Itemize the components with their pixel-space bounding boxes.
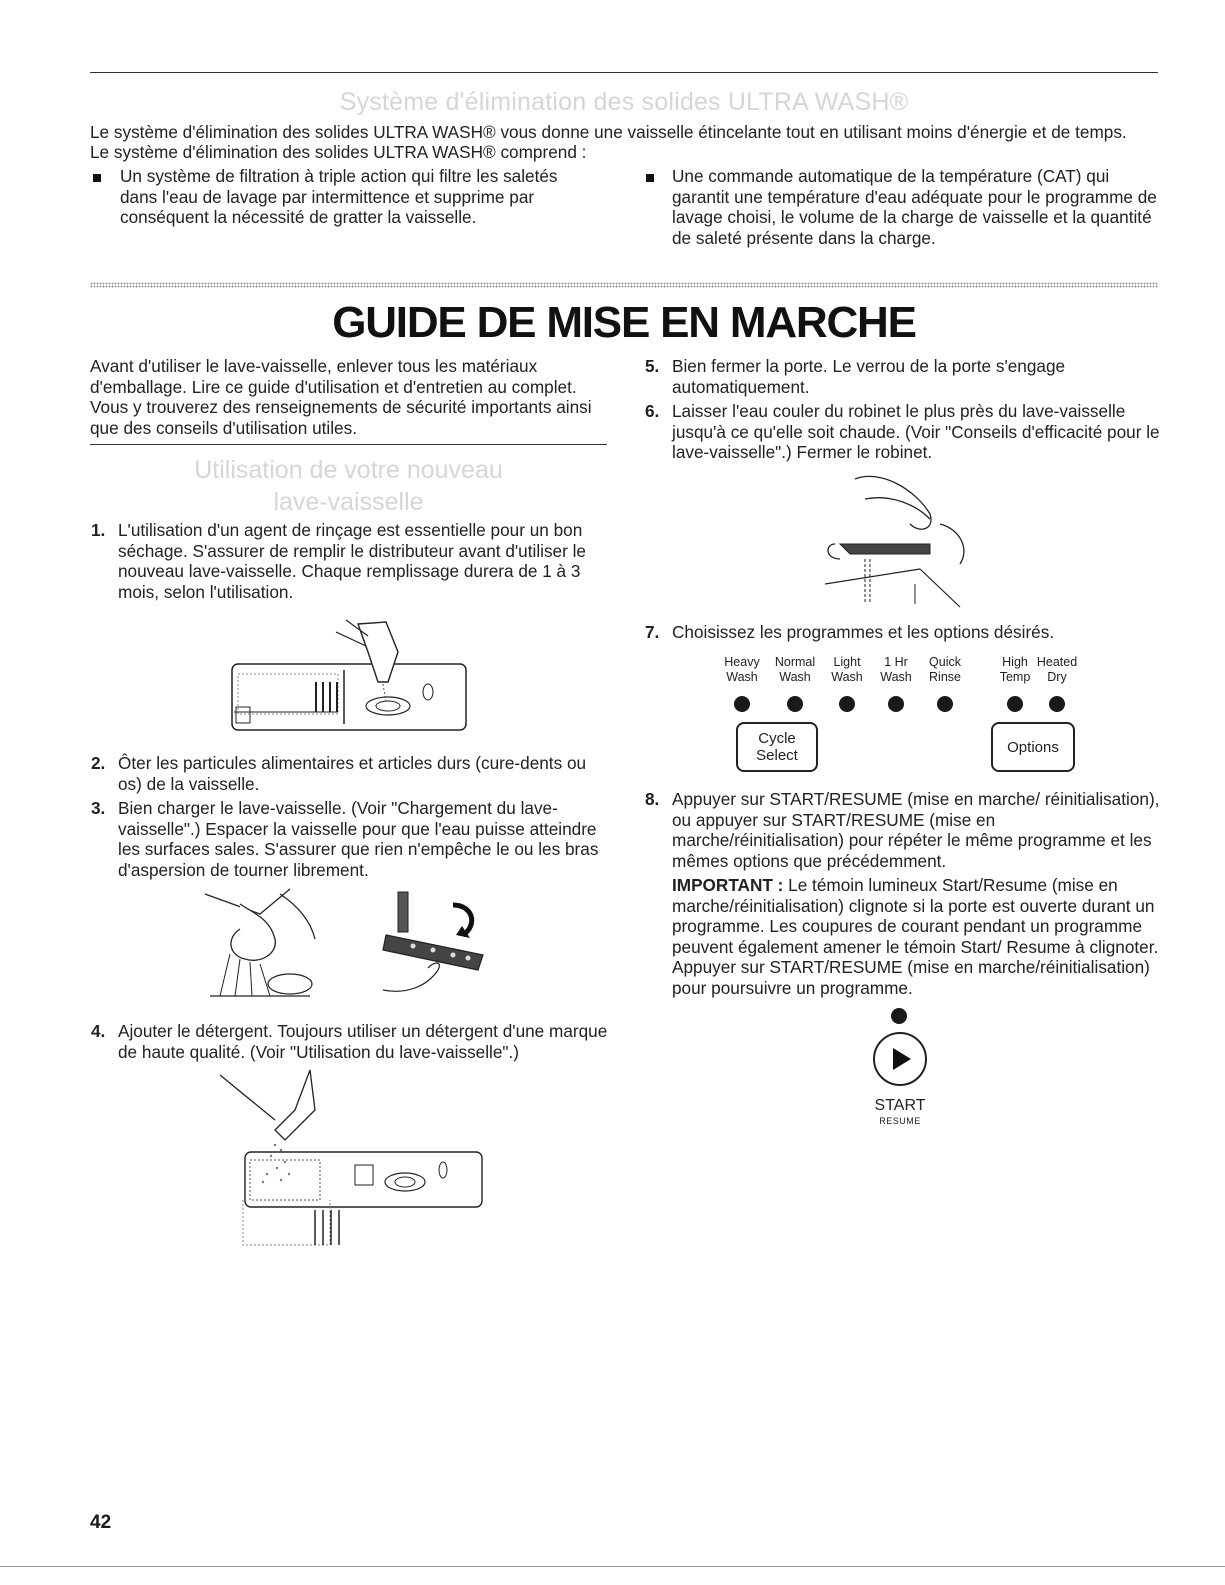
light-wash-label: Light Wash — [831, 655, 863, 684]
high-temp-label: High Temp — [999, 655, 1031, 684]
section-divider — [90, 282, 1158, 288]
options-button[interactable]: Options — [991, 722, 1075, 772]
cycle-select-button[interactable]: Cycle Select — [736, 722, 818, 772]
resume-label: RESUME — [879, 1116, 921, 1126]
quick-rinse-label: Quick Rinse — [929, 655, 961, 684]
rinse-aid-dispenser-illustration — [228, 612, 473, 737]
section-title-ultra-wash: Système d'élimination des solides ULTRA WASH® — [339, 88, 909, 116]
bullet-marker — [646, 174, 654, 182]
bottom-rule — [0, 1566, 1225, 1567]
guide-intro: Avant d'utiliser le lave-vaisselle, enlever tous les matériaux d'emballage. Lire ce guide d'utilisation et d'entretien au complet. Vous y trouverez des renseignements de sécurité importants ainsi que des conseils d'utilisation utiles. — [90, 356, 592, 438]
faucet-illustration — [820, 474, 970, 609]
step-1 — [91, 520, 608, 602]
heavy-wash-label: Heavy Wash — [724, 655, 760, 684]
step-text: Bien fermer la porte. Le verrou de la porte s'engage automatiquement. — [672, 356, 1066, 397]
loading-dishes-illustration — [200, 884, 330, 999]
start-resume-button[interactable] — [871, 1030, 929, 1088]
one-hr-wash-indicator — [888, 696, 904, 712]
detergent-dispenser-illustration — [215, 1070, 487, 1250]
ultra-wash-intro-line1: Le système d'élimination des solides ULTRA WASH® vous donne une vaisselle étincelante tout en utilisant moins d'énergie et de temps. — [90, 122, 1127, 142]
heavy-wash-indicator — [734, 696, 750, 712]
step-2 — [91, 753, 608, 794]
important-note — [672, 875, 1162, 998]
step-number: 6. — [645, 401, 660, 421]
light-wash-indicator — [839, 696, 855, 712]
subsection-title-line1: Utilisation de votre nouveau — [194, 456, 503, 484]
high-temp-indicator — [1007, 696, 1023, 712]
start-resume-indicator — [891, 1008, 907, 1024]
bullet-marker — [93, 174, 101, 182]
step-number: 5. — [645, 356, 660, 376]
one-hr-wash-label: 1 Hr Wash — [880, 655, 912, 684]
top-rule — [90, 72, 1158, 73]
page-title: GUIDE DE MISE EN MARCHE — [332, 298, 916, 347]
normal-wash-label: Normal Wash — [774, 655, 816, 684]
step-6 — [645, 401, 1162, 463]
heated-dry-label: Heated Dry — [1036, 655, 1078, 684]
step-text: Choisissez les programmes et les options désirés. — [672, 622, 1055, 642]
step-text: L'utilisation d'un agent de rinçage est essentielle pour un bon séchage. S'assurer de remplir le distributeur avant d'utiliser le nouveau lave-vaisselle. Chaque remplissage durera de 1 à 3 mois, selon l'utilisation. — [118, 520, 586, 602]
step-4 — [91, 1021, 608, 1062]
step-number: 2. — [91, 753, 106, 773]
spray-arm-illustration — [378, 890, 488, 1000]
step-number: 1. — [91, 520, 106, 540]
ultra-wash-bullet-1: Un système de filtration à triple action qui filtre les saletés dans l'eau de lavage par intermittence et supprime par conséquent la nécessité de gratter la vaisselle. — [120, 166, 558, 227]
heated-dry-indicator — [1049, 696, 1065, 712]
step-number: 8. — [645, 789, 660, 809]
step-text: Appuyer sur START/RESUME (mise en marche/ réinitialisation), ou appuyer sur START/RESUME (mise en marche/réinitialisation) pour répéter le même programme et les mêmes options que précédemment. — [672, 789, 1160, 871]
important-label: IMPORTANT : — [672, 875, 784, 895]
subsection-rule — [90, 444, 607, 445]
subsection-title-line2: lave-vaisselle — [273, 488, 424, 516]
step-number: 7. — [645, 622, 660, 642]
step-number: 3. — [91, 798, 106, 818]
step-text: Laisser l'eau couler du robinet le plus près du lave-vaisselle jusqu'à ce qu'elle soit chaude. (Voir "Conseils d'efficacité pour le lave-vaisselle".) Fermer le robinet. — [672, 401, 1160, 462]
step-3 — [91, 798, 608, 880]
page-number: 42 — [90, 1512, 112, 1533]
normal-wash-indicator — [787, 696, 803, 712]
quick-rinse-indicator — [937, 696, 953, 712]
ultra-wash-bullet-2: Une commande automatique de la température (CAT) qui garantit une température d'eau adéquate pour le programme de lavage choisi, le volume de la charge de vaisselle et la quantité de saleté présente dans la charge. — [672, 166, 1157, 248]
step-number: 4. — [91, 1021, 106, 1041]
step-5 — [645, 356, 1162, 397]
step-text: Ôter les particules alimentaires et articles durs (cure-dents ou os) de la vaisselle. — [118, 753, 587, 794]
subsection-title — [90, 454, 607, 518]
step-text: Bien charger le lave-vaisselle. (Voir "Chargement du lave-vaisselle".) Espacer la vaisselle pour que l'eau puisse atteindre les surfaces sales. S'assurer que rien n'empêche le ou les bras d'aspersion de tourner librement. — [118, 798, 599, 880]
ultra-wash-intro-line2: Le système d'élimination des solides ULTRA WASH® comprend : — [90, 142, 587, 162]
important-text: Le témoin lumineux Start/Resume (mise en marche/réinitialisation) clignote si la porte est ouverte durant un programme. Les coupures de courant pendant un programme peuvent également amener le témoin Start/ Resume à clignoter. Appuyer sur START/RESUME (mise en marche/réinitialisation) pour poursuivre un programme. — [672, 875, 1159, 998]
step-8 — [645, 789, 1162, 871]
step-7 — [645, 622, 1162, 643]
step-text: Ajouter le détergent. Toujours utiliser un détergent d'une marque de haute qualité. (Voir "Utilisation du lave-vaisselle".) — [118, 1021, 608, 1062]
start-label: START — [874, 1097, 926, 1114]
